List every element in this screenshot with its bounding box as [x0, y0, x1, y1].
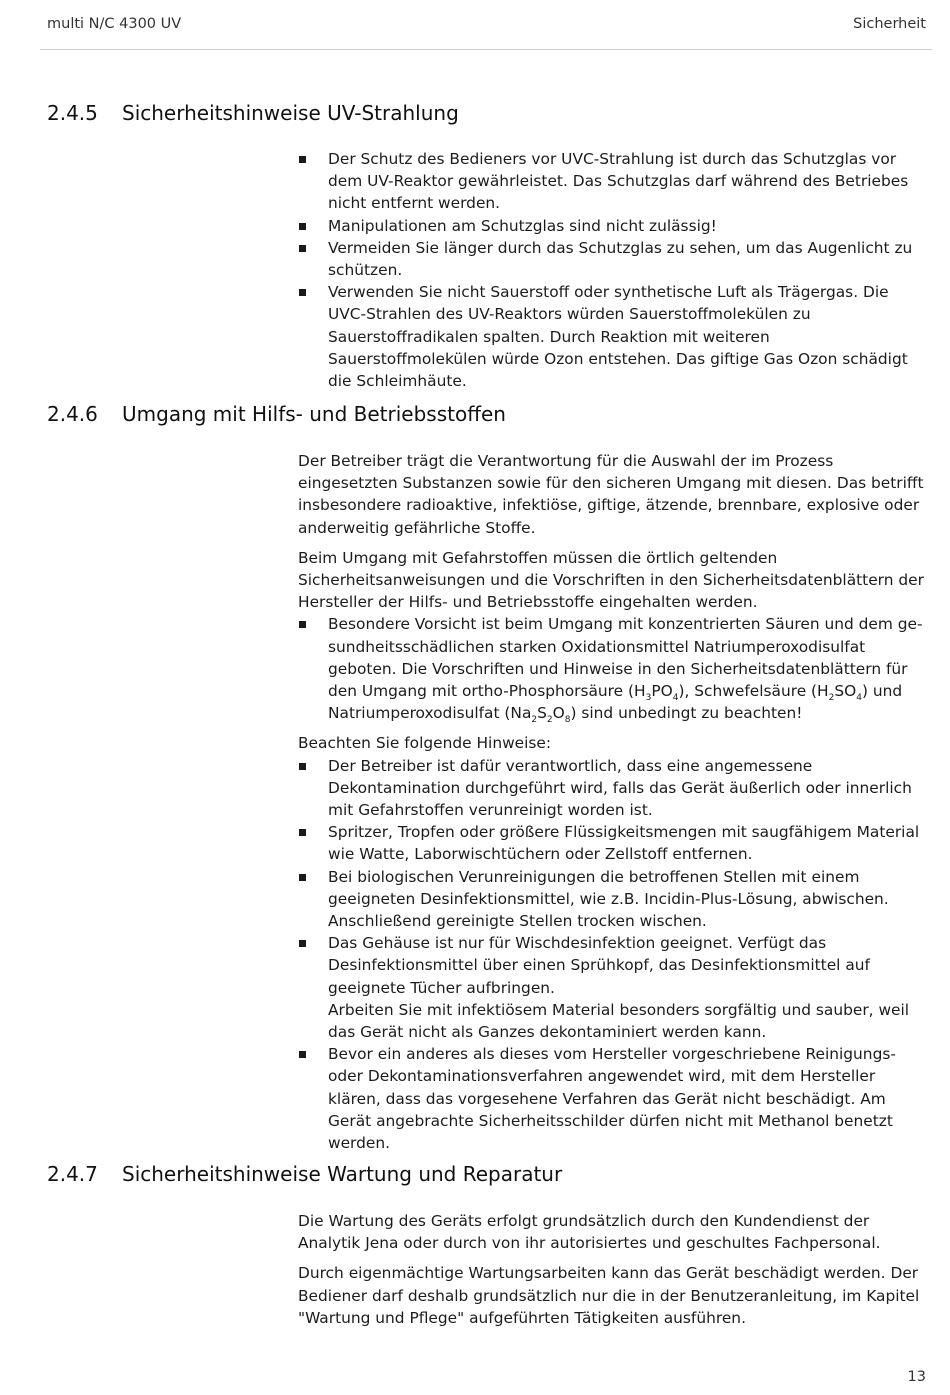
section-body-2-4-7 — [298, 1210, 928, 1329]
list-item: Verwenden Sie nicht Sauerstoff oder synthetische Luft als Trägergas. Die UVC-Strahlen des UV-Reaktors würden Sauerstoffmolekülen zu Sauerstoffradikalen spalten. Durch Reaktion mit weiteren Sauerstoffmolekülen würde Ozon entstehen. Das giftige Gas Ozon schädigt die Schleimhäute. — [298, 281, 928, 392]
list-item-text: Arbeiten Sie mit infektiösem Material besonders sorgfältig und sauber, weil das Gerät nicht als Ganzes dekontaminiert werden kann. — [328, 1000, 910, 1042]
section-title: Umgang mit Hilfs- und Betriebsstoffen — [122, 402, 506, 426]
section-body-2-4-5 — [298, 148, 928, 392]
section-body-2-4-6 — [298, 450, 928, 1154]
paragraph: Durch eigenmächtige Wartungsarbeiten kann das Gerät beschädigt werden. Der Bediener darf deshalb grundsätzlich nur die in der Benutzeranleitung, im Kapitel "Wartung und Pflege" aufgeführten Tätigkeiten ausführen. — [298, 1264, 920, 1327]
section-title: Sicherheitshinweise UV-Strahlung — [122, 101, 459, 125]
page-number: 13 — [907, 1369, 926, 1385]
list-item-text: Das Gehäuse ist nur für Wischdesinfektion geeignet. Verfügt das Desinfektionsmittel über einen Sprühkopf, das Desinfektionsmittel auf geeignete Tücher aufbringen. — [328, 934, 870, 997]
list-item: Der Betreiber ist dafür verantwortlich, dass eine angemessene Dekontamination durchgeführt wird, falls das Gerät äußerlich oder innerlich mit Gefahrstoffen verunreinigt worden ist. — [298, 755, 928, 822]
bullet-list — [298, 148, 928, 392]
paragraph: Die Wartung des Geräts erfolgt grundsätzlich durch den Kundendienst der Analytik Jena oder durch von ihr autorisiertes und geschultes Fachpersonal. — [298, 1212, 881, 1253]
list-item: Der Schutz des Bedieners vor UVC-Strahlung ist durch das Schutzglas vor dem UV-Reaktor gewährleistet. Das Schutzglas darf während des Betriebes nicht entfernt werden. — [298, 148, 928, 215]
section-heading-2-4-7 — [47, 1162, 562, 1186]
paragraph: Der Betreiber trägt die Verantwortung für die Auswahl der im Prozess eingesetzten Substanzen sowie für den sicheren Umgang mit diesen. Das betrifft insbesondere radioaktive, infektiöse, giftige, ätzende, brennbare, explosive oder anderweitig gefährliche Stoffe. — [298, 452, 924, 537]
section-number: 2.4.6 — [47, 402, 98, 426]
paragraph: Beachten Sie folgende Hinweise: — [298, 734, 552, 753]
page-header — [47, 16, 926, 38]
list-item-chemicals: Besondere Vorsicht ist beim Umgang mit konzentrierten Säuren und dem gesundheitsschädlichen starken Oxidationsmittel Natriumperoxodisulfat geboten. Die Vorschriften und Hinweise in den Sicherheitsdatenblättern für den Umgang mit ortho-Phosphorsäure $(H_3PO_4)$, Schwefelsäure $(H_2SO_4)$ und Natriumperoxodisulfat $(Na_2S_2O_8)$ sind unbedingt zu beachten! — [298, 613, 928, 724]
list-item: Spritzer, Tropfen oder größere Flüssigkeitsmengen mit saugfähigem Material wie Watte, Laborwischtüchern oder Zellstoff entfernen. — [298, 821, 928, 865]
section-heading-2-4-5 — [47, 101, 459, 125]
header-chapter-name: Sicherheit — [853, 16, 926, 32]
section-number: 2.4.5 — [47, 101, 98, 125]
bullet-list — [298, 755, 928, 1155]
list-item — [298, 932, 928, 1043]
section-heading-2-4-6 — [47, 402, 506, 426]
header-divider — [40, 49, 932, 50]
bullet-list — [298, 613, 928, 724]
header-product-name: multi N/C 4300 UV — [47, 16, 182, 32]
list-item: Bei biologischen Verunreinigungen die betroffenen Stellen mit einem geeigneten Desinfektionsmittel, wie z.B. Incidin-Plus-Lösung, abwischen. Anschließend gereinigte Stellen trocken wischen. — [298, 866, 928, 933]
section-number: 2.4.7 — [47, 1162, 98, 1186]
list-item: Bevor ein anderes als dieses vom Hersteller vorgeschriebene Reinigungs- oder Dekontaminationsverfahren angewendet wird, mit dem Hersteller klären, dass das vorgesehene Verfahren das Gerät nicht beschädigt. Am Gerät angebrachte Sicherheitsschilder dürfen nicht mit Methanol benetzt werden. — [298, 1043, 928, 1154]
section-title: Sicherheitshinweise Wartung und Reparatur — [122, 1162, 563, 1186]
list-item: Vermeiden Sie länger durch das Schutzglas zu sehen, um das Augenlicht zu schützen. — [298, 237, 928, 281]
paragraph: Beim Umgang mit Gefahrstoffen müssen die örtlich geltenden Sicherheitsanweisungen und die Vorschriften in den Sicherheitsdatenblättern der Hersteller der Hilfs- und Betriebsstoffe eingehalten werden. — [298, 548, 924, 612]
list-item: Manipulationen am Schutzglas sind nicht zulässig! — [298, 215, 928, 237]
